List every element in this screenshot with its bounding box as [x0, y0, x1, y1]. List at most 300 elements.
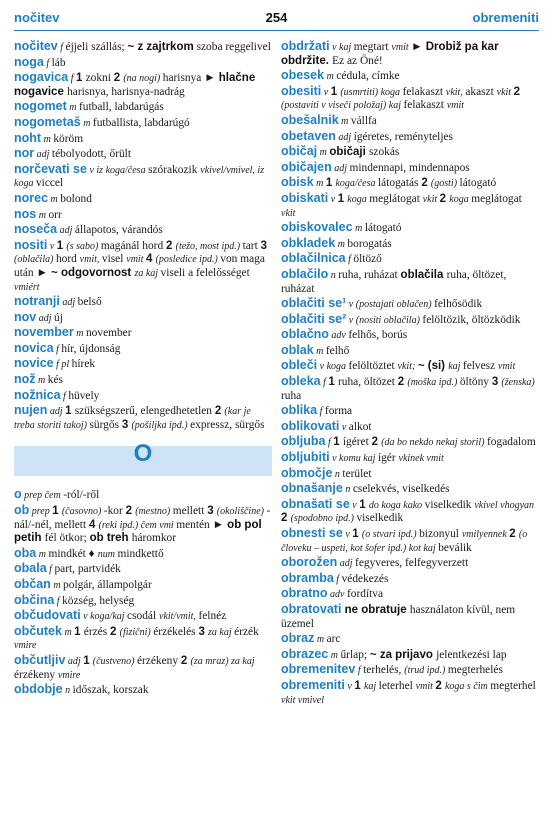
sense-marker: 1	[74, 625, 84, 638]
sense-marker: 2	[113, 72, 124, 85]
translation: ígéret	[342, 436, 372, 449]
grammar-note: v	[321, 86, 331, 98]
translation: expressz, sürgős	[190, 418, 265, 431]
headword: običaj	[281, 144, 318, 159]
dictionary-entry	[281, 252, 539, 267]
translation: látogató	[364, 222, 402, 235]
grammar-note: (da bo nekdo nekaj storil)	[381, 437, 488, 449]
sense-marker: 1	[354, 679, 364, 692]
translation: ruha	[281, 389, 302, 402]
grammar-note: vmit	[126, 254, 146, 266]
left-column	[14, 40, 272, 699]
translation: vállfa	[350, 114, 377, 127]
translation: beválik	[438, 541, 472, 554]
dictionary-entry	[14, 311, 272, 326]
grammar-note: (posledice ipd.)	[155, 254, 221, 266]
dictionary-entry	[281, 192, 539, 220]
headword: občudovati	[14, 608, 81, 623]
dictionary-entry	[281, 313, 539, 328]
grammar-note: v	[349, 499, 360, 511]
translation: visel	[101, 253, 127, 266]
dictionary-entry	[281, 297, 539, 312]
headword: obramba	[281, 570, 334, 585]
headword: november	[14, 325, 74, 340]
phrase: ob pol petih	[14, 518, 262, 545]
grammar-note: v komu kaj	[329, 453, 378, 465]
dictionary-entry	[14, 192, 272, 207]
grammar-note: (reki ipd.) čem vmi	[98, 519, 177, 531]
grammar-note: (gosti)	[430, 178, 460, 190]
translation: bizonyul	[419, 528, 462, 540]
headword: obljubiti	[281, 450, 330, 465]
grammar-note: vkit	[496, 86, 514, 98]
grammar-note: vmire	[14, 640, 37, 652]
sense-marker: 2	[509, 528, 519, 540]
grammar-note: vmit	[446, 100, 465, 112]
grammar-note: m	[352, 223, 365, 235]
dictionary-entry	[14, 342, 272, 357]
sense-marker: ♦	[88, 547, 98, 560]
translation: ruha, öltözet, ruházat	[281, 268, 507, 295]
translation: futballista, labdarúgó	[92, 116, 190, 129]
translation: viccel	[35, 177, 64, 190]
dictionary-entry	[14, 295, 272, 310]
headword: obiskovalec	[281, 220, 353, 235]
grammar-note: m	[317, 147, 330, 159]
grammar-note: adj	[34, 149, 52, 161]
dictionary-entry	[14, 389, 272, 404]
headword: obetaven	[281, 128, 336, 143]
dictionary-entry	[281, 527, 539, 555]
grammar-note: (spodobno ipd.)	[290, 513, 357, 525]
sense-marker: 2	[513, 85, 520, 98]
page-header	[14, 10, 539, 32]
translation: fegyveres, felfegyverzett	[355, 557, 469, 570]
headword: obala	[14, 561, 47, 576]
grammar-note: kaj	[363, 680, 379, 692]
headword: obljuba	[281, 434, 326, 449]
grammar-note: (o človeku – uspeti, kot šofer ipd.) kot kaj	[281, 529, 528, 554]
dictionary-entry	[14, 208, 272, 223]
grammar-note: m	[35, 375, 48, 387]
grammar-note: vkit vmivel	[281, 694, 325, 706]
dictionary-entry	[281, 435, 539, 450]
translation: hord	[55, 253, 80, 266]
dictionary-entry	[14, 488, 272, 503]
grammar-note: vmire	[57, 669, 81, 681]
headword: oblačilo	[281, 266, 329, 281]
grammar-note: m	[335, 238, 348, 250]
grammar-note: m	[313, 178, 326, 190]
headword: obleči	[281, 358, 318, 373]
grammar-note: v (postajati oblačen)	[346, 299, 435, 311]
translation: űrlap;	[340, 648, 370, 661]
translation: láb	[51, 56, 66, 69]
translation: felöltöztet	[348, 360, 398, 373]
translation: terület	[342, 467, 372, 480]
translation: szoba reggelivel	[193, 41, 271, 53]
dictionary-entry	[281, 328, 539, 343]
sense-marker: 2	[166, 239, 176, 252]
phrase: hlačne nogavice	[14, 72, 256, 98]
headword: oborožen	[281, 555, 338, 570]
translation: felhő	[325, 344, 350, 357]
grammar-note: do koga kako	[368, 499, 425, 511]
translation: ígér	[377, 452, 399, 465]
translation: öltöző	[353, 253, 382, 266]
grammar-note: m	[313, 345, 326, 357]
dictionary-entry	[281, 572, 539, 587]
translation: arc	[326, 633, 341, 646]
translation: mindennapi, mindennapos	[349, 161, 470, 174]
grammar-note: prep	[29, 506, 53, 518]
grammar-note: v iz koga/česa	[86, 164, 149, 176]
translation: megterhelés	[447, 664, 503, 677]
headword: občan	[14, 577, 51, 591]
grammar-note: adj	[331, 162, 350, 174]
grammar-note: (ženska)	[501, 377, 535, 389]
translation: ígéretes, reményteljes	[353, 130, 453, 143]
translation: ruha, öltözet	[337, 376, 398, 389]
translation: felakaszt	[403, 99, 447, 112]
grammar-note: f	[60, 390, 69, 402]
dictionary-entry	[14, 373, 272, 388]
sense-marker: 1	[325, 177, 336, 190]
translation: meglátogat	[369, 192, 423, 205]
grammar-note: m	[36, 209, 49, 221]
grammar-note: (na nogi)	[123, 73, 163, 85]
grammar-note: n	[62, 685, 73, 697]
translation: látogatás	[377, 177, 422, 190]
grammar-note: (mestno)	[135, 506, 173, 518]
grammar-note: f	[68, 73, 76, 85]
grammar-note: (okoliščine)	[216, 506, 267, 518]
translation: bolond	[60, 192, 92, 205]
translation: viselkedik	[356, 512, 404, 525]
sense-marker: 3	[198, 625, 209, 638]
translation: cédula, címke	[336, 70, 400, 83]
headword: nožnica	[14, 387, 61, 402]
headword: ob	[14, 503, 30, 518]
translation: polgár, állampolgár	[63, 579, 152, 591]
translation: november	[85, 327, 132, 340]
headword: nujen	[14, 403, 48, 418]
page-number: 254	[265, 10, 288, 25]
translation: kés	[47, 374, 63, 387]
dictionary-entry	[14, 654, 272, 682]
headword: obratno	[281, 586, 328, 601]
section-letter: O	[133, 440, 153, 468]
grammar-note: v koga	[317, 361, 349, 373]
dictionary-entry	[14, 609, 272, 624]
translation: község, helység	[62, 594, 135, 607]
translation: harisnya	[162, 72, 205, 85]
translation: hír, újdonság	[61, 342, 121, 355]
sense-marker: 3	[121, 418, 132, 431]
sense-marker: ►	[204, 72, 219, 85]
sense-marker: ~	[127, 41, 138, 53]
grammar-note: adv	[327, 589, 347, 601]
dictionary-entry	[281, 40, 539, 68]
dictionary-entry	[14, 547, 272, 562]
grammar-note: koga s čim	[444, 680, 491, 692]
headword: nogavica	[14, 70, 69, 85]
phrase: običaji	[329, 146, 369, 159]
sense-marker: 4	[88, 518, 99, 531]
translation: felakaszt	[402, 85, 446, 98]
translation: -nál/-nél, mellett	[14, 505, 271, 531]
headword: obesiti	[281, 83, 322, 98]
grammar-note: vkinek vmit	[398, 453, 444, 465]
headword: obnašati se	[281, 496, 350, 511]
headword: nož	[14, 372, 36, 387]
dictionary-entry	[14, 594, 272, 609]
sense-marker: 3	[260, 239, 267, 252]
sense-marker: ►	[411, 41, 426, 53]
left-entries	[14, 40, 272, 432]
headword: obremenitev	[281, 662, 356, 677]
dictionary-entry	[14, 683, 272, 698]
sense-marker: ~	[369, 648, 380, 661]
sense-marker: 3	[207, 505, 217, 518]
grammar-note: adj	[65, 655, 84, 667]
headword: obratovati	[281, 601, 342, 616]
dictionary-entry	[281, 375, 539, 403]
grammar-note: f	[317, 406, 325, 418]
headword: nogometaš	[14, 114, 81, 129]
dictionary-entry	[14, 71, 272, 99]
grammar-note: (težo, most ipd.)	[175, 240, 243, 252]
grammar-note: f	[320, 377, 329, 389]
translation: időszak, korszak	[72, 684, 149, 697]
grammar-note: vkit,	[445, 86, 466, 98]
headword: nočitev	[14, 39, 58, 53]
dictionary-entry	[14, 239, 272, 294]
grammar-note: (postaviti v viseči položaj) kaj	[281, 100, 404, 112]
translation: -kor	[103, 505, 126, 518]
grammar-note: adj	[36, 312, 55, 324]
translation: belső	[77, 296, 102, 309]
headword: obrazec	[281, 646, 329, 661]
translation: ruha, ruházat	[338, 268, 401, 281]
dictionary-entry	[281, 663, 539, 678]
grammar-note: v kaj	[329, 42, 354, 53]
grammar-note: m	[41, 133, 54, 145]
translation: felnéz	[198, 610, 227, 623]
translation: háromkor	[131, 532, 177, 545]
translation: érzékelés	[153, 625, 199, 638]
sense-marker: 2	[180, 654, 191, 667]
phrase: ob treh	[89, 532, 132, 545]
headword: oblika	[281, 403, 318, 418]
grammar-note: n	[328, 269, 339, 281]
translation: használaton kívül, nem üzemel	[281, 603, 516, 630]
dictionary-entry	[281, 556, 539, 571]
dictionary-entry	[14, 56, 272, 71]
grammar-note: m	[338, 115, 351, 127]
grammar-note: za kaj	[134, 267, 161, 279]
headword: norec	[14, 190, 49, 205]
grammar-note: v	[47, 240, 57, 252]
phrase: (si)	[427, 360, 449, 373]
sense-marker: 1	[330, 85, 341, 98]
grammar-note: adj	[57, 225, 75, 237]
translation: érzés	[83, 625, 111, 638]
translation: harisnya, harisnya-nadrág	[67, 85, 185, 98]
dictionary-entry	[281, 482, 539, 497]
translation: fogadalom	[487, 436, 536, 449]
grammar-note: (pošiljka ipd.)	[131, 419, 191, 431]
translation: érzék	[234, 625, 259, 638]
translation: állapotos, várandós	[74, 224, 163, 237]
translation: csodál	[127, 610, 159, 623]
grammar-note: vkivel vhogyan	[474, 499, 535, 511]
sense-marker: 4	[145, 253, 156, 266]
phrase: odgovornost	[60, 266, 135, 279]
headword: obdržati	[281, 39, 330, 53]
headword: občutljiv	[14, 652, 66, 667]
translation: öltöny	[459, 376, 492, 389]
translation: mentén	[176, 518, 213, 531]
headword: oblačilnica	[281, 251, 346, 266]
grammar-note: f	[43, 57, 52, 69]
dictionary-entry	[281, 359, 539, 374]
headword: obesek	[281, 68, 325, 83]
grammar-note: f	[57, 42, 66, 53]
grammar-note: m	[328, 649, 341, 661]
headword: občutek	[14, 623, 62, 638]
translation: viseli a felelősséget	[160, 266, 250, 279]
grammar-note: f	[355, 665, 364, 677]
translation: felhős, borús	[348, 329, 408, 342]
grammar-note: vmit	[391, 42, 412, 53]
sense-marker: ► ~	[36, 266, 61, 279]
dictionary-entry	[281, 603, 539, 631]
grammar-note: koga/česa	[335, 178, 378, 190]
dictionary-entry	[281, 404, 539, 419]
translation: cselekvés, viselkedés	[352, 483, 450, 496]
translation: szokás	[368, 146, 400, 159]
headword: občina	[14, 592, 55, 607]
sense-marker: 1	[75, 72, 86, 85]
translation: látogató	[459, 177, 497, 190]
phrase: oblačila	[400, 268, 447, 281]
grammar-note: m	[314, 634, 327, 646]
dictionary-entry	[281, 344, 539, 359]
headword: nov	[14, 309, 37, 324]
dictionary-entry	[281, 114, 539, 129]
sense-marker: 1	[337, 192, 348, 205]
translation: viselkedik	[424, 498, 475, 511]
translation: köröm	[53, 132, 84, 145]
dictionary-entry	[281, 237, 539, 252]
headword: notranji	[14, 294, 60, 309]
translation: zokni	[85, 72, 114, 85]
sense-marker: 2	[125, 505, 136, 518]
grammar-note: f	[53, 343, 62, 355]
dictionary-entry	[14, 562, 272, 577]
dictionary-entry	[281, 679, 539, 707]
grammar-note: f	[46, 564, 55, 576]
sense-marker: 2	[110, 625, 120, 638]
section-banner	[14, 440, 272, 476]
sense-marker: 1	[333, 436, 343, 449]
translation: fél ötkor;	[44, 532, 90, 545]
grammar-note: (usmrtiti) koga	[340, 86, 403, 98]
grammar-note: kaj	[448, 361, 463, 373]
header-rule	[14, 30, 539, 31]
translation: mindkét	[48, 547, 89, 560]
translation: orr	[48, 208, 62, 221]
headword: obdobje	[14, 682, 63, 697]
grammar-note: f pl	[53, 359, 72, 371]
headword: nogomet	[14, 99, 67, 114]
grammar-note: (časovno)	[61, 506, 104, 518]
translation: mellett	[172, 505, 208, 518]
grammar-note: (za mraz) za kaj	[190, 655, 255, 667]
sense-marker: 1	[352, 528, 362, 540]
dictionary-entry	[281, 69, 539, 84]
right-column	[281, 40, 539, 708]
dictionary-entry	[14, 163, 272, 191]
sense-marker: 2	[371, 436, 382, 449]
sense-marker: 2	[214, 405, 225, 418]
translation: borogatás	[347, 237, 392, 250]
dictionary-entry	[281, 467, 539, 482]
translation: Ez az Öné!	[332, 54, 383, 67]
translation: felhősödik	[434, 298, 483, 311]
headword: običajen	[281, 159, 332, 174]
phrase: Drobiž pa kar obdržite.	[281, 41, 499, 67]
headword: novica	[14, 340, 54, 355]
dictionary-entry	[281, 145, 539, 160]
translation: felvesz	[462, 360, 499, 373]
grammar-note: vmilyennek	[461, 529, 510, 540]
sense-marker: 2	[435, 679, 445, 692]
headword: oblikovati	[281, 418, 340, 433]
dictionary-entry	[14, 132, 272, 147]
translation: von maga után	[14, 253, 265, 279]
translation: forma	[324, 405, 353, 418]
dictionary-entry	[14, 40, 272, 55]
dictionary-entry	[14, 116, 272, 131]
dictionary-entry	[14, 223, 272, 238]
grammar-note: (trud ipd.)	[404, 665, 448, 677]
grammar-note: m	[36, 548, 49, 560]
headword: nor	[14, 146, 35, 161]
headword: oba	[14, 545, 37, 560]
grammar-note: m	[324, 71, 337, 83]
grammar-note: vkit	[422, 193, 440, 205]
translation: megterhel	[490, 679, 536, 692]
dictionary-entry	[281, 498, 539, 526]
dictionary-entry	[281, 648, 539, 663]
sense-marker: 2	[421, 177, 431, 190]
grammar-note: vkit/vmit,	[159, 611, 199, 623]
headword: norčevati se	[14, 161, 87, 176]
translation: alkot	[348, 420, 372, 433]
dictionary-entry	[14, 357, 272, 372]
grammar-note: koga	[449, 193, 472, 205]
right-guide-word: obremeniti	[472, 10, 539, 25]
grammar-note: vmit	[415, 680, 436, 692]
headword: obiskati	[281, 190, 329, 205]
translation: szórakozik	[148, 163, 201, 176]
sense-marker: ~	[417, 360, 428, 373]
dictionary-entry	[281, 85, 539, 113]
headword: nos	[14, 206, 37, 221]
translation: fordítva	[346, 588, 384, 601]
